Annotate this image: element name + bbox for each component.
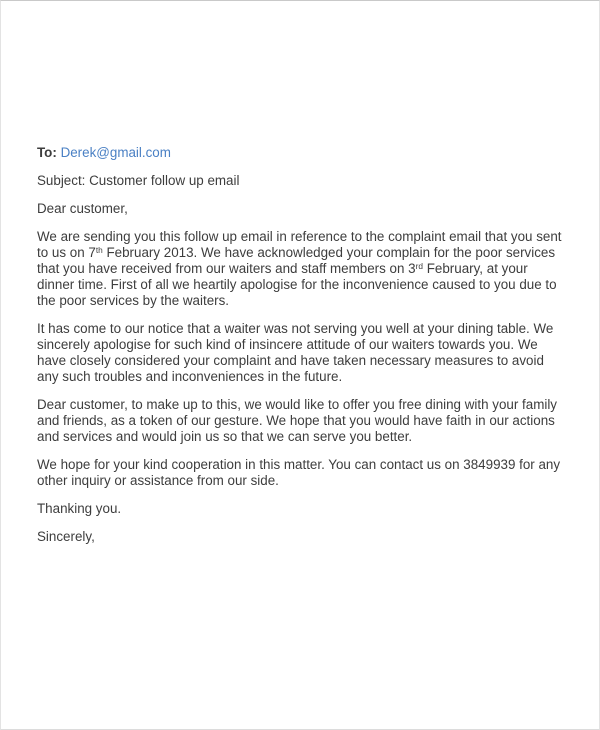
subject-label: Subject: [37,173,86,188]
salutation: Dear customer, [37,201,128,216]
closing-line: Thanking you. [37,501,122,516]
paragraph [37,457,567,489]
ordinal-superscript: rd [415,261,423,272]
signoff-line: Sincerely, [37,529,95,544]
subject-value: Customer follow up email [89,173,240,188]
subject-line [37,173,567,189]
text-segment: February, at your dinner time. First of all we heartily apologise for the inconvenience caused to you due to the poor services by the waiters. [37,261,557,308]
text-segment: February 2013. We have acknowledged your complain for the poor services that you have received from our waiters and staff members on 3 [37,245,556,276]
ordinal-superscript: th [95,245,103,256]
to-address-link[interactable]: Derek@gmail.com [60,145,171,160]
text-segment: We hope for your kind cooperation in this matter. You can contact us on 3849939 for any other inquiry or assistance from our side. [37,457,561,488]
text-segment: Dear customer, to make up to this, we would like to offer you free dining with your family and friends, as a token of our gesture. We hope that you would have faith in our actions and services and would join us so that we can serve you better. [37,397,557,444]
paragraph [37,397,567,445]
email-body [37,229,567,489]
text-segment: It has come to our notice that a waiter was not serving you well at your dining table. We sincerely apologise for such kind of insincere attitude of our waiters towards you. We have closely considered your complaint and have taken necessary measures to avoid any such troubles and inconveniences in the future. [37,321,554,384]
text-segment: We are sending you this follow up email in reference to the complaint email that you sent to us on 7 [37,229,562,260]
paragraph [37,321,567,385]
to-label: To: [37,145,57,160]
email-content [1,1,599,545]
paragraph [37,229,567,309]
to-line [37,145,567,161]
